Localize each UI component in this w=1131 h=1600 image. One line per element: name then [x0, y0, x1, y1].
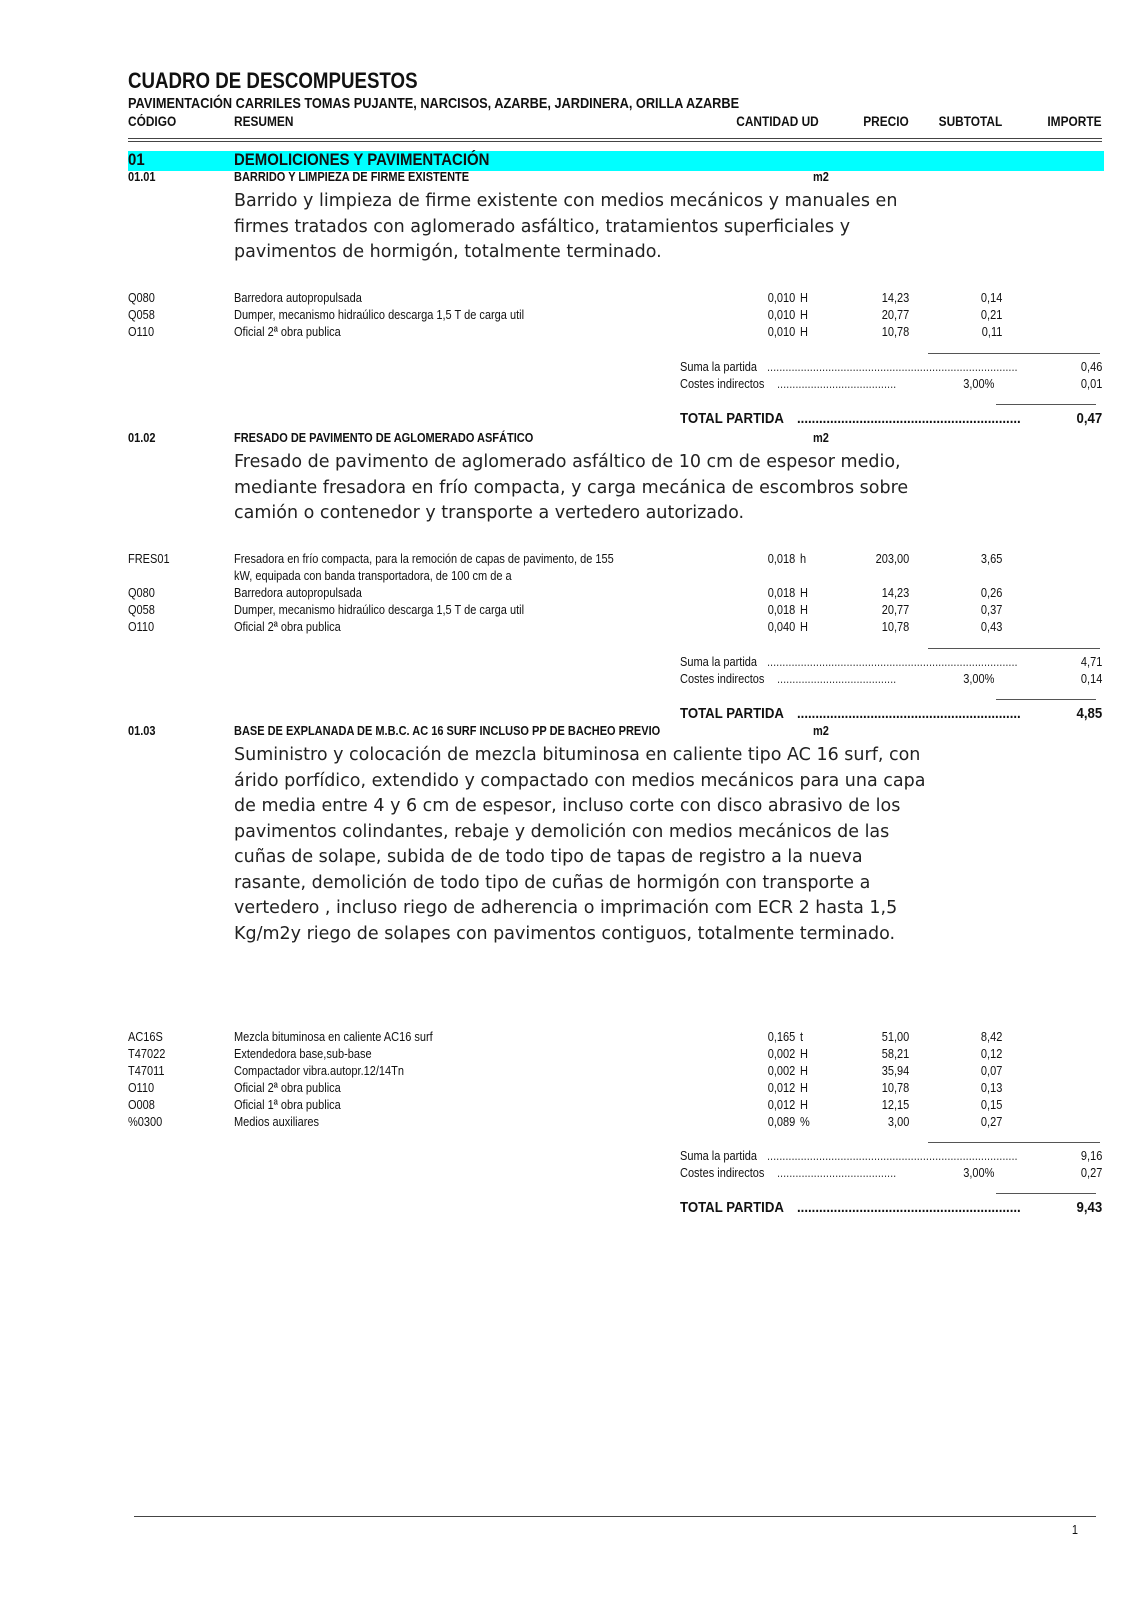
description-line: mediante fresadora en frío compacta, y carga mecánica de escombros sobre	[234, 477, 909, 498]
row-code: T47011	[128, 1064, 165, 1078]
description-line: vertedero , incluso riego de adherencia o imprimación com ECR 2 hasta 1,5	[234, 898, 898, 918]
row-description: Compactador vibra.autopr.12/14Tn	[234, 1064, 404, 1078]
document-subtitle: PAVIMENTACIÓN CARRILES TOMAS PUJANTE, NARCISOS, AZARBE, JARDINERA, ORILLA AZARBE	[128, 95, 740, 112]
row-unit: t	[800, 1030, 804, 1044]
description-line: Suministro y colocación de mezcla bituminosa en caliente tipo AC 16 surf, con	[234, 745, 921, 765]
row-price: 203,00	[875, 552, 909, 566]
item-description	[234, 450, 908, 527]
row-price: 14,23	[881, 291, 909, 305]
total-divider	[996, 1193, 1096, 1194]
description-line: cuñas de solape, subida de de todo tipo de tapas de registro a la nueva	[234, 847, 863, 867]
suma-label: Suma la partida	[680, 1149, 758, 1163]
item-unit: m2	[813, 170, 829, 184]
row-code: AC16S	[128, 1030, 163, 1044]
row-unit: H	[800, 1064, 808, 1078]
suma-value: 9,16	[1080, 1149, 1102, 1163]
row-quantity: 0,012	[767, 1098, 795, 1112]
row-code: O110	[128, 325, 155, 339]
costes-dots: .......................................	[777, 1166, 897, 1180]
column-header-precio: PRECIO	[863, 114, 909, 129]
row-description: Barredora autopropulsada	[234, 291, 362, 305]
costes-value: 0,27	[1080, 1166, 1102, 1180]
row-unit: H	[800, 1098, 808, 1112]
row-code: O008	[128, 1098, 155, 1112]
row-price: 10,78	[881, 325, 909, 339]
row-description-continued: kW, equipada con banda transportadora, de 100 cm de a	[234, 569, 512, 583]
column-header-importe: IMPORTE	[1047, 114, 1102, 129]
row-unit: H	[800, 291, 808, 305]
item-code: 01.02	[128, 431, 156, 445]
costes-dots: .......................................	[777, 377, 897, 391]
suma-label: Suma la partida	[680, 655, 758, 669]
page-number: 1	[1071, 1523, 1078, 1537]
row-subtotal: 8,42	[980, 1030, 1002, 1044]
row-description: Oficial 2ª obra publica	[234, 620, 341, 634]
row-description: Oficial 2ª obra publica	[234, 325, 341, 339]
suma-dots: ..................................................................................	[767, 655, 1018, 669]
row-quantity: 0,012	[767, 1081, 795, 1095]
chapter-code: 01	[128, 150, 145, 169]
row-unit: H	[800, 620, 808, 634]
row-code: FRES01	[128, 552, 170, 566]
costes-percent: 3,00%	[962, 1166, 994, 1180]
total-divider	[996, 699, 1096, 700]
row-code: O110	[128, 1081, 155, 1095]
row-subtotal: 3,65	[980, 552, 1002, 566]
row-quantity: 0,002	[767, 1064, 795, 1078]
row-quantity: 0,010	[767, 325, 795, 339]
row-price: 58,21	[881, 1047, 909, 1061]
row-price: 35,94	[881, 1064, 909, 1078]
total-value: 9,43	[1076, 1199, 1102, 1216]
row-description: Extendedora base,sub-base	[234, 1047, 372, 1061]
description-line: rasante, demolición de todo tipo de cuñas de hormigón con transporte a	[234, 872, 871, 893]
suma-value: 4,71	[1080, 655, 1102, 669]
row-unit: H	[800, 1081, 808, 1095]
column-header-resumen: RESUMEN	[234, 114, 294, 129]
total-label: TOTAL PARTIDA	[680, 410, 784, 427]
item-title: FRESADO DE PAVIMENTO DE AGLOMERADO ASFÁTICO	[234, 431, 534, 445]
row-description: Mezcla bituminosa en caliente AC16 surf	[234, 1030, 433, 1044]
row-subtotal: 0,15	[980, 1098, 1002, 1112]
item-unit: m2	[813, 724, 829, 738]
row-subtotal: 0,26	[980, 586, 1002, 600]
row-code: Q058	[128, 603, 155, 617]
row-price: 14,23	[881, 586, 909, 600]
row-code: %0300	[128, 1115, 163, 1129]
row-quantity: 0,002	[767, 1047, 795, 1061]
description-line: pavimentos colindantes, rebaje y demolición con medios mecánicos de las	[234, 821, 890, 842]
suma-label: Suma la partida	[680, 360, 758, 374]
row-price: 51,00	[881, 1030, 909, 1044]
chapter-title: DEMOLICIONES Y PAVIMENTACIÓN	[234, 150, 490, 169]
row-quantity: 0,010	[767, 308, 795, 322]
description-line: Fresado de pavimento de aglomerado asfáltico de 10 cm de espesor medio,	[234, 452, 901, 472]
item-title: BARRIDO Y LIMPIEZA DE FIRME EXISTENTE	[234, 170, 470, 184]
description-line: Kg/m2y riego de solapes con pavimentos contiguos, totalmente terminado.	[234, 923, 896, 944]
row-code: Q080	[128, 586, 155, 600]
row-description: Medios auxiliares	[234, 1115, 319, 1129]
row-code: Q080	[128, 291, 155, 305]
row-subtotal: 0,37	[980, 603, 1002, 617]
costes-label: Costes indirectos	[680, 1166, 765, 1180]
total-dots: .............................................................	[797, 1199, 1021, 1216]
costes-label: Costes indirectos	[680, 377, 765, 391]
costes-percent: 3,00%	[962, 377, 994, 391]
row-quantity: 0,010	[767, 291, 795, 305]
row-unit: %	[800, 1115, 810, 1129]
row-quantity: 0,018	[767, 552, 795, 566]
row-subtotal: 0,21	[980, 308, 1002, 322]
costes-value: 0,14	[1080, 672, 1102, 686]
description-line: firmes tratados con aglomerado asfáltico, tratamientos superficiales y	[234, 216, 851, 237]
row-subtotal: 0,43	[980, 620, 1002, 634]
total-value: 0,47	[1076, 410, 1102, 427]
row-subtotal: 0,13	[980, 1081, 1002, 1095]
description-line: camión o contenedor y transporte a vertedero autorizado.	[234, 503, 745, 523]
footer-divider	[134, 1516, 1096, 1517]
row-unit: H	[800, 586, 808, 600]
item-title: BASE DE EXPLANADA DE M.B.C. AC 16 SURF INCLUSO PP DE BACHEO PREVIO	[234, 724, 661, 738]
row-subtotal: 0,11	[981, 325, 1002, 339]
row-unit: h	[800, 552, 807, 566]
row-unit: H	[800, 308, 808, 322]
header-divider-2	[128, 141, 1102, 142]
column-header-cantidad-ud: CANTIDAD UD	[736, 114, 819, 129]
item-code: 01.03	[128, 724, 156, 738]
row-quantity: 0,165	[767, 1030, 795, 1044]
row-code: T47022	[128, 1047, 166, 1061]
row-quantity: 0,018	[767, 603, 795, 617]
total-divider	[996, 404, 1096, 405]
row-code: Q058	[128, 308, 155, 322]
subtotal-divider	[928, 1142, 1100, 1143]
costes-label: Costes indirectos	[680, 672, 765, 686]
row-quantity: 0,089	[767, 1115, 795, 1129]
total-value: 4,85	[1076, 705, 1102, 722]
description-line: árido porfídico, extendido y compactado con medios mecánicos para una capa	[234, 770, 926, 791]
item-unit: m2	[813, 431, 829, 445]
row-price: 3,00	[887, 1115, 909, 1129]
total-dots: .............................................................	[797, 705, 1021, 722]
column-header-subtotal: SUBTOTAL	[938, 114, 1002, 129]
row-unit: H	[800, 325, 808, 339]
row-price: 20,77	[881, 308, 909, 322]
row-code: O110	[128, 620, 155, 634]
row-subtotal: 0,12	[980, 1047, 1002, 1061]
document-title: CUADRO DE DESCOMPUESTOS	[128, 68, 418, 93]
subtotal-divider	[928, 648, 1100, 649]
row-subtotal: 0,27	[980, 1115, 1002, 1129]
item-description	[234, 743, 925, 947]
row-unit: H	[800, 1047, 808, 1061]
row-quantity: 0,040	[767, 620, 795, 634]
total-dots: .............................................................	[797, 410, 1021, 427]
row-quantity: 0,018	[767, 586, 795, 600]
item-code: 01.01	[128, 170, 156, 184]
description-line: de media entre 4 y 6 cm de espesor, incluso corte con disco abrasivo de los	[234, 796, 901, 816]
column-header-codigo: CÓDIGO	[128, 114, 177, 129]
header-divider	[128, 138, 1102, 139]
row-price: 10,78	[881, 1081, 909, 1095]
row-subtotal: 0,14	[980, 291, 1002, 305]
row-description: Fresadora en frío compacta, para la remoción de capas de pavimento, de 155	[234, 552, 614, 566]
suma-dots: ..................................................................................	[767, 360, 1018, 374]
row-subtotal: 0,07	[980, 1064, 1002, 1078]
row-description: Dumper, mecanismo hidraúlico descarga 1,5 T de carga util	[234, 308, 525, 322]
suma-dots: ..................................................................................	[767, 1149, 1018, 1163]
row-price: 10,78	[881, 620, 909, 634]
row-price: 12,15	[881, 1098, 909, 1112]
description-line: Barrido y limpieza de firme existente con medios mecánicos y manuales en	[234, 191, 898, 211]
item-description	[234, 189, 897, 266]
total-label: TOTAL PARTIDA	[680, 705, 784, 722]
row-unit: H	[800, 603, 808, 617]
row-description: Dumper, mecanismo hidraúlico descarga 1,5 T de carga util	[234, 603, 525, 617]
row-description: Barredora autopropulsada	[234, 586, 362, 600]
total-label: TOTAL PARTIDA	[680, 1199, 784, 1216]
subtotal-divider	[928, 353, 1100, 354]
suma-value: 0,46	[1080, 360, 1102, 374]
row-price: 20,77	[881, 603, 909, 617]
costes-value: 0,01	[1080, 377, 1102, 391]
description-line: pavimentos de hormigón, totalmente terminado.	[234, 242, 662, 262]
costes-dots: .......................................	[777, 672, 897, 686]
row-description: Oficial 2ª obra publica	[234, 1081, 341, 1095]
costes-percent: 3,00%	[962, 672, 994, 686]
row-description: Oficial 1ª obra publica	[234, 1098, 341, 1112]
